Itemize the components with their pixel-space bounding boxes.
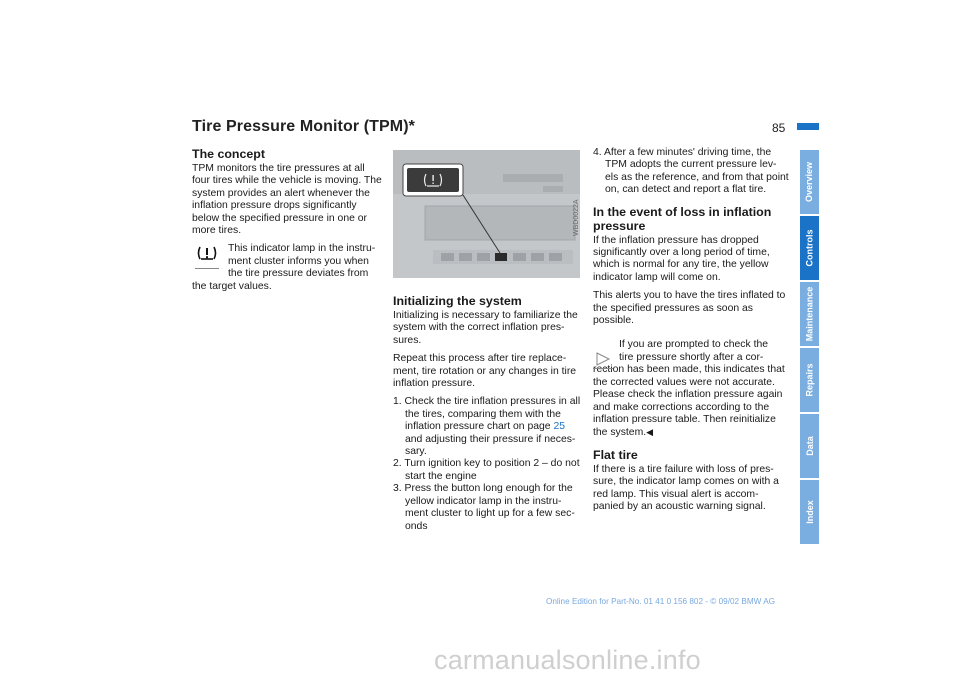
loss-paragraph: If the inflation pressure has dropped significantly over a long period of time, which is normal for any tire, the yellow indicator lamp will come on.: [593, 234, 770, 283]
page-link[interactable]: 25: [553, 421, 566, 433]
loss-heading: In the event of loss in inflation pressure: [593, 204, 772, 233]
note-intro: [593, 339, 789, 364]
tab-index[interactable]: Index: [800, 480, 819, 544]
page-number: 85: [772, 121, 786, 135]
tab-controls[interactable]: Controls: [800, 216, 819, 280]
note-arrow-icon: [593, 350, 613, 369]
tpm-button-photo: [393, 150, 580, 278]
initializing-section: [393, 294, 583, 533]
tab-maintenance[interactable]: Maintenance: [800, 282, 819, 346]
concept-heading: The concept: [192, 147, 265, 161]
watermark: carmanualsonline.info: [434, 645, 701, 675]
initializing-paragraph: Initializing is necessary to familiarize the system with the correct inflation pres-sures.: [393, 310, 578, 346]
initializing-heading: Initializing the system: [393, 294, 522, 308]
page-title: Tire Pressure Monitor (TPM)*: [192, 118, 415, 135]
step-item: [393, 396, 583, 458]
lamp-description: [192, 243, 382, 280]
page-number-bar: [797, 123, 819, 130]
concept-section: [192, 147, 382, 293]
concept-paragraph: TPM monitors the tire pressures at all four tires while the vehicle is moving. The system provides an alert whenever the inflation pressure drops significantly below the specified pressure in one or more tires.: [192, 163, 382, 237]
step-text: 1. Check the tire inflation pressures in all the tires, comparing them with the inflation pressure chart on page: [393, 396, 581, 433]
flat-tire-paragraph: If there is a tire failure with loss of pres-sure, the indicator lamp comes on with a red lamp. This visual alert is accom-panied by an acoustic warning signal.: [593, 463, 779, 512]
step-item: 2. Turn ignition key to position 2 – do not start the engine: [393, 458, 580, 482]
tab-data[interactable]: Data: [800, 414, 819, 478]
end-mark: ◀: [646, 427, 654, 438]
lamp-text-line: the target values.: [192, 280, 272, 292]
lamp-text-line: ment cluster informs you when: [228, 255, 369, 267]
flat-tire-heading: Flat tire: [593, 447, 638, 462]
note-text-line: If you are prompted to check the: [619, 339, 769, 351]
tire-pressure-warning-icon: [195, 241, 219, 269]
step-text: and adjusting their pressure if neces-sary.: [405, 433, 576, 458]
tab-repairs[interactable]: Repairs: [800, 348, 819, 412]
note-paragraph: [593, 364, 789, 439]
image-code: WBD0022A: [573, 199, 580, 236]
loss-paragraph: This alerts you to have the tires inflated to the specified pressures as soon as possible.: [593, 290, 786, 327]
footer-edition: Online Edition for Part-No. 01 41 0 156 802 - © 09/02 BMW AG: [546, 597, 776, 606]
note-text-line: tire pressure shortly after a cor-: [619, 351, 764, 363]
initializing-steps: [393, 396, 583, 532]
right-column: [593, 147, 789, 519]
step-item: 3. Press the button long enough for the yellow indicator lamp in the instru-ment cluster to light up for a few sec-onds: [393, 483, 575, 532]
initializing-paragraph: Repeat this process after tire replace-ment, tire rotation or any changes in tire inflation pressure.: [393, 353, 577, 390]
tab-overview[interactable]: Overview: [800, 150, 819, 214]
note-text: rection has been made, this indicates that the corrected values were not accurate. Please check the inflation pressure again and make corrections according to the inflation pressure table. Then reinitialize the system.: [593, 364, 785, 439]
lamp-text-line: the tire pressure deviates from: [228, 268, 369, 280]
step-item: 4. After a few minutes' driving time, the TPM adopts the current pressure lev-els as the reference, and from that point on, can detect and report a flat tire.: [593, 147, 789, 196]
lamp-text-line: This indicator lamp in the instru-: [228, 243, 376, 255]
